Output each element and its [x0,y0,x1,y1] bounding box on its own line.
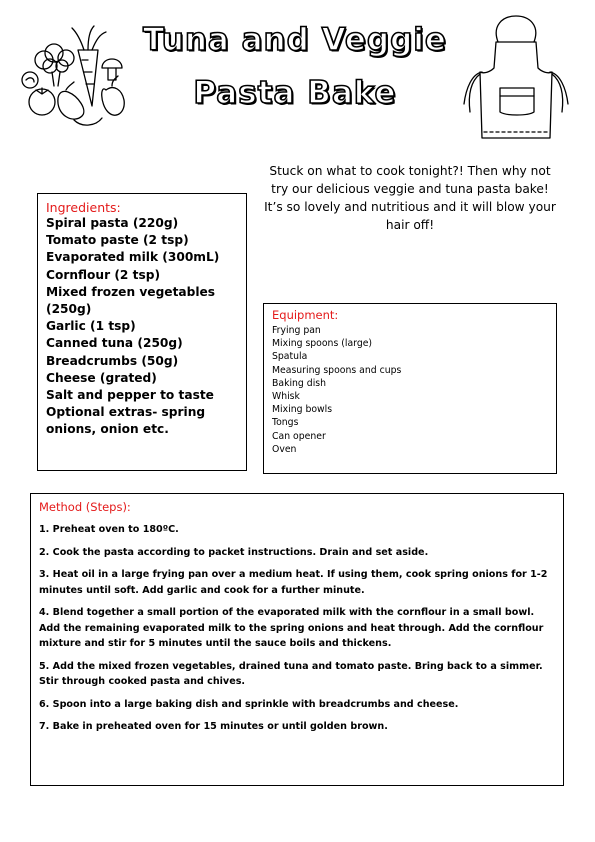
equipment-heading: Equipment: [272,308,339,322]
ingredients-heading: Ingredients: [46,200,121,215]
recipe-title-line-2: Pasta Bake [193,75,397,111]
ingredient-item: Canned tuna (250g) [46,336,183,351]
ingredient-item: Spiral pasta (220g) [46,216,179,230]
method-step: 4. Blend together a small portion of the evaporated milk with the cornflour in a small bowl. Add the remaining evaporated milk to the spring onions and heat through. Add the cornflour mixture and stir for 5 minutes until the sauce boils and thickens. [39,607,544,649]
method-step: 6. Spoon into a large baking dish and sprinkle with breadcrumbs and cheese. [39,698,459,710]
ingredient-item: Garlic (1 tsp) [46,319,136,334]
ingredient-item: Evaporated milk (300mL) [46,250,220,265]
ingredient-item: Breadcrumbs (50g) [46,353,179,368]
method-box [30,493,564,786]
method-steps-list [39,522,555,735]
recipe-title-line-1: Tuna and Veggie [143,22,447,58]
method-step: 1. Preheat oven to 180ºC. [39,524,179,535]
intro-text: Stuck on what to cook tonight?! Then why not try our delicious veggie and tuna pasta bake! It’s so lovely and nutritious and it will blow your hair off! [264,164,556,232]
ingredient-item: Cheese (grated) [46,370,157,385]
ingredients-list [46,215,238,439]
equipment-item: Tongs [272,417,299,429]
method-step: 5. Add the mixed frozen vegetables, drained tuna and tomato paste. Bring back to a simmer. Stir through cooked pasta and chives. [39,660,543,687]
vegetables-illustration [22,20,132,130]
equipment-item: Spatula [272,351,308,363]
ingredients-box [37,193,247,471]
equipment-item: Oven [272,443,297,455]
equipment-box [263,303,557,474]
equipment-item: Baking dish [272,377,327,389]
ingredient-item: Tomato paste (2 tsp) [46,233,189,248]
ingredient-item: Mixed frozen vegetables (250g) [46,284,216,317]
method-heading: Method (Steps): [39,500,131,514]
ingredient-item: Cornflour (2 tsp) [46,267,161,282]
method-step: 7. Bake in preheated oven for 15 minutes or until golden brown. [39,721,388,732]
ingredient-item: Optional extras- spring onions, onion etc. [46,405,206,437]
equipment-list [272,324,548,456]
apron-illustration [462,12,572,142]
equipment-item: Measuring spoons and cups [272,364,402,376]
equipment-item: Whisk [272,391,300,403]
method-step: 3. Heat oil in a large frying pan over a medium heat. If using them, cook spring onions for 1-2 minutes until soft. Add garlic and cook for a further minute. [39,569,548,596]
ingredient-item: Salt and pepper to taste [46,388,214,403]
method-step: 2. Cook the pasta according to packet instructions. Drain and set aside. [39,546,429,558]
equipment-item: Mixing bowls [272,404,333,416]
equipment-item: Can opener [272,430,326,442]
equipment-item: Frying pan [272,325,321,336]
equipment-item: Mixing spoons (large) [272,338,373,350]
